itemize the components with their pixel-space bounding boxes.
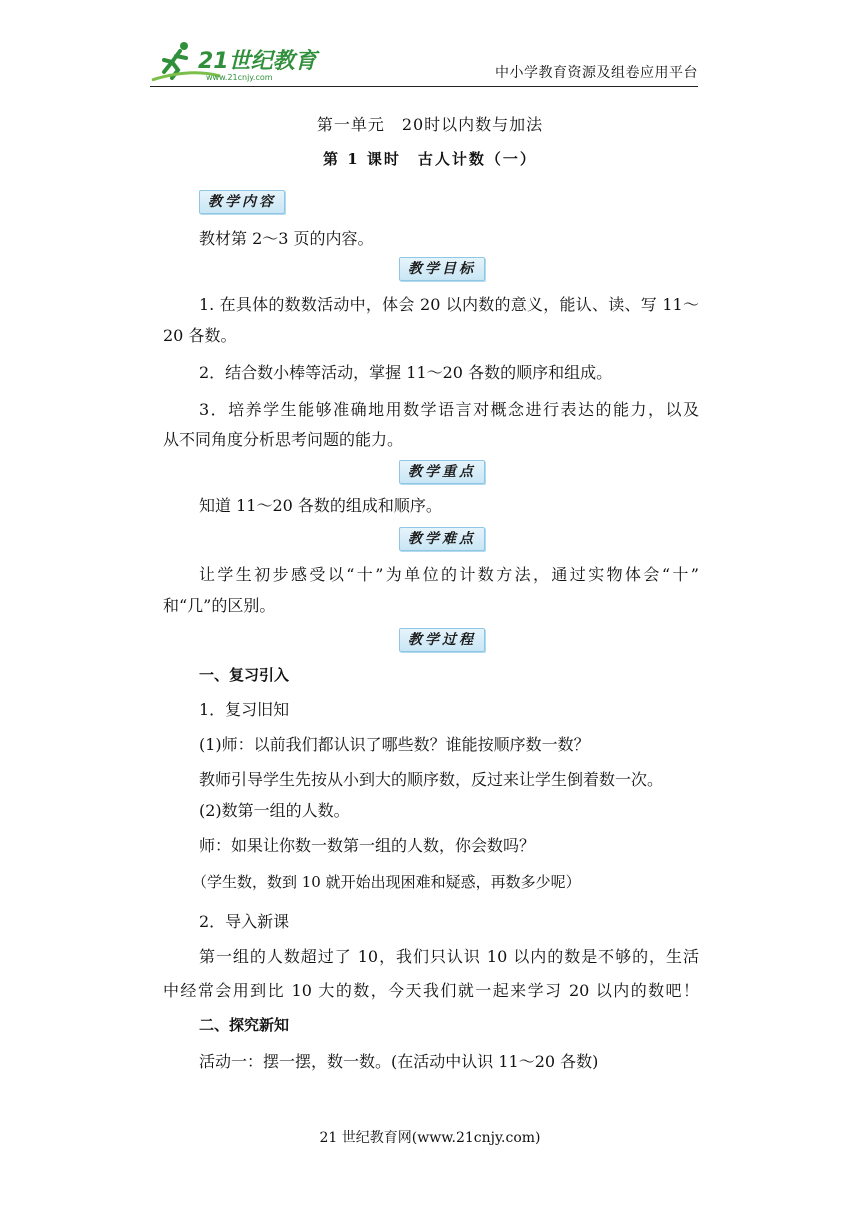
page-header xyxy=(150,38,698,88)
part-1-heading: 一、复习引入 xyxy=(199,666,290,684)
goal-2: 2．结合数小棒等活动，掌握 11～20 各数的顺序和组成。 xyxy=(199,363,613,382)
badge-teaching-content: 教学内容 xyxy=(199,190,285,214)
question-1-text: 教师引导学生先按从小到大的顺序数，反过来让学生倒着数一次。 xyxy=(199,770,664,789)
header-divider xyxy=(150,86,698,87)
question-2-note: （学生数，数到 10 就开始出现困难和疑惑，再数多少呢） xyxy=(192,873,581,891)
content-text: 教材第 2～3 页的内容。 xyxy=(199,229,374,248)
step-2-line-2: 中经常会用到比 10 大的数，今天我们就一起来学习 20 以内的数吧！ xyxy=(163,981,699,1000)
question-2-text: 师：如果让你数一数第一组的人数，你会数吗？ xyxy=(199,836,536,855)
step-2: 2．导入新课 xyxy=(199,912,290,931)
runner-logo-icon xyxy=(150,38,320,84)
goal-1-line-2: 20 各数。 xyxy=(163,326,237,345)
badge-teaching-process: 教学过程 xyxy=(399,628,485,652)
svg-text:www.21cnjy.com: www.21cnjy.com xyxy=(206,73,273,82)
activity-1: 活动一：摆一摆，数一数。(在活动中认识 11～20 各数) xyxy=(199,1052,599,1071)
difficulty-line-2: 和“几”的区别。 xyxy=(163,596,276,615)
badge-key-points: 教学重点 xyxy=(399,460,485,484)
platform-name: 中小学教育资源及组卷应用平台 xyxy=(495,65,698,81)
page-footer: 21 世纪教育网(www.21cnjy.com) xyxy=(319,1130,541,1146)
key-points-text: 知道 11～20 各数的组成和顺序。 xyxy=(199,496,442,515)
difficulty-line-1: 让学生初步感受以“十”为单位的计数方法，通过实物体会“十” xyxy=(199,565,699,584)
part-2-heading: 二、探究新知 xyxy=(199,1016,290,1034)
goal-1-line-1: 1. 在具体的数数活动中，体会 20 以内数的意义，能认、读、写 11～ xyxy=(199,295,699,314)
goal-3-line-2: 从不同角度分析思考问题的能力。 xyxy=(163,430,404,449)
badge-teaching-goals: 教学目标 xyxy=(399,257,485,281)
step-2-line-1: 第一组的人数超过了 10，我们只认识 10 以内的数是不够的，生活 xyxy=(199,947,699,966)
unit-title: 第一单元 20时以内数与加法 xyxy=(316,115,544,134)
question-2: (2)数第一组的人数。 xyxy=(199,801,350,820)
badge-difficulties: 教学难点 xyxy=(399,527,485,551)
question-1: (1)师：以前我们都认识了哪些数？谁能按顺序数一数？ xyxy=(199,735,590,754)
lesson-title: 第 1 课时 古人计数（一） xyxy=(323,150,537,168)
site-logo xyxy=(150,38,320,84)
svg-text:21世纪教育: 21世纪教育 xyxy=(198,49,317,74)
step-1: 1．复习旧知 xyxy=(199,700,290,719)
goal-3-line-1: 3．培养学生能够准确地用数学语言对概念进行表达的能力，以及 xyxy=(199,400,699,419)
